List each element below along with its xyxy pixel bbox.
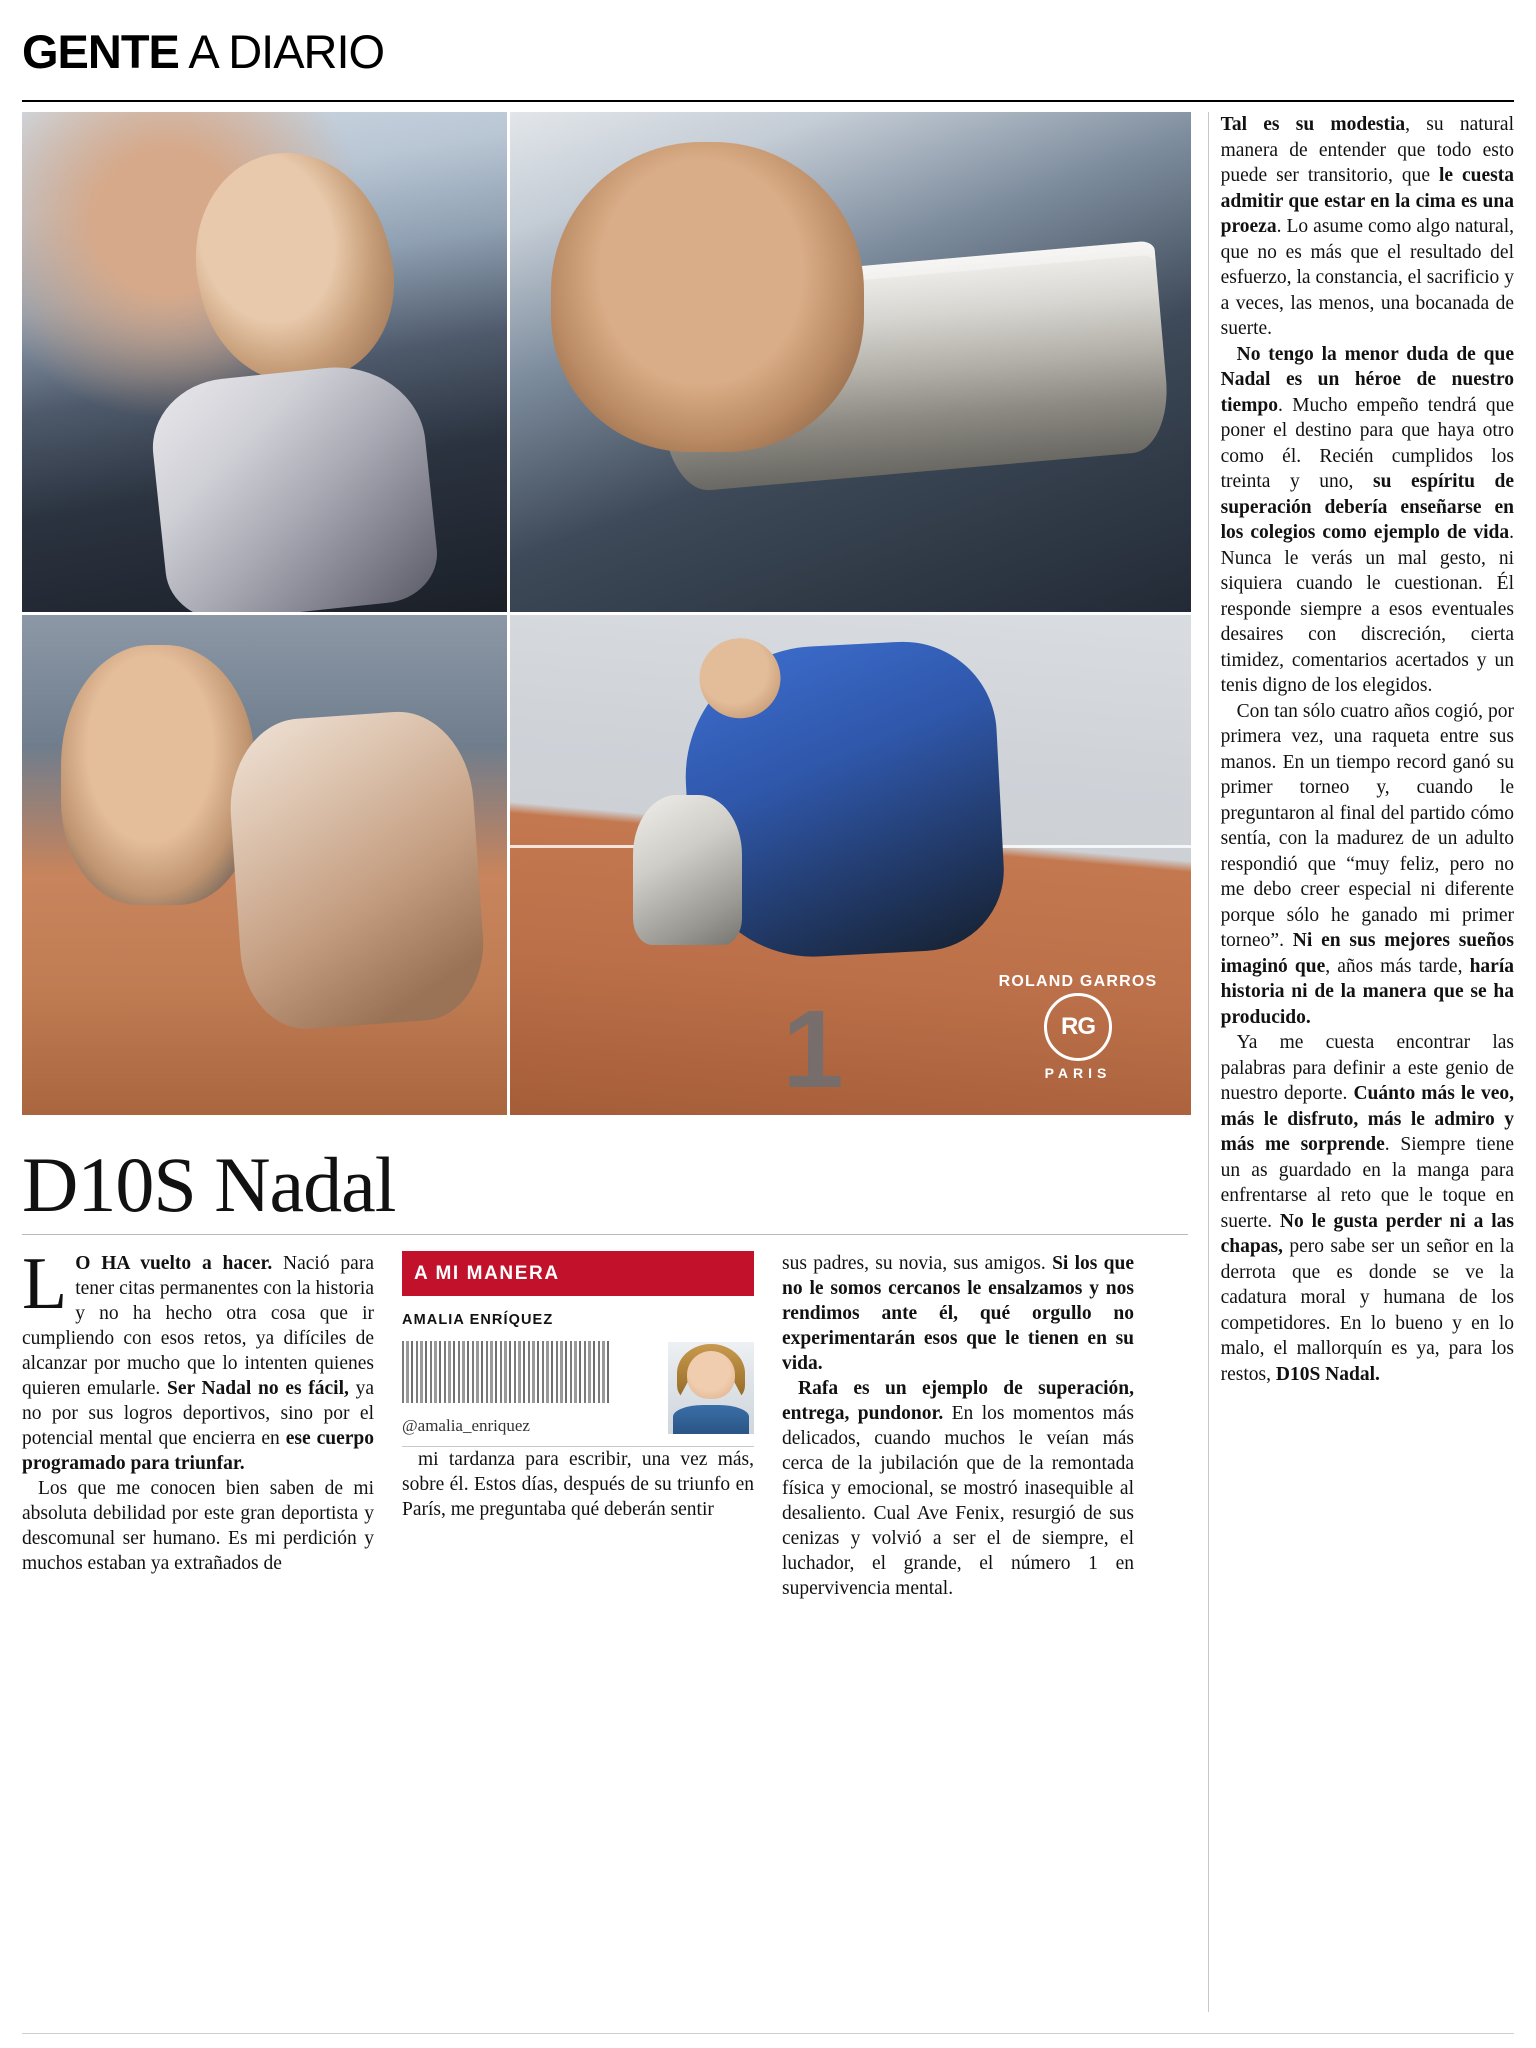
rail-text: . Nunca le verás un mal gesto, ni siquiera cuando le cuestionan. Él responde siempre a esos eventuales desaires con discreción, cierta timidez, comentarios acertados y un tenis digno de los elegidos. — [1220, 522, 1514, 696]
article-lede-bold: O HA vuelto a hacer. — [75, 1253, 273, 1274]
avatar-face — [687, 1351, 735, 1399]
article-bold-phrase: Rafa es un ejemplo de superación, entrega, pundonor. — [782, 1378, 1134, 1424]
trophy-shape — [633, 795, 742, 945]
masthead-title-bold: GENTE — [22, 25, 179, 78]
drop-cap: L — [22, 1243, 68, 1325]
article-paragraph: Los que me conocen bien saben de mi absoluta debilidad por este gran deportista y descomunal ser humano. Es mi perdición y muchos estaban ya extrañados de — [22, 1478, 374, 1574]
headline-rule — [22, 1234, 1188, 1235]
columnist-block — [402, 1308, 754, 1447]
article-column-3 — [782, 1251, 1134, 1601]
article-paragraph — [22, 1243, 374, 1476]
rail-bold-phrase: le cuesta admitir que estar en la cima es una proeza — [1220, 165, 1514, 237]
side-column-text — [1221, 112, 1514, 1387]
columnist-name: AMALIA ENRÍQUEZ — [402, 1312, 554, 1328]
masthead — [22, 0, 1514, 90]
side-column — [1208, 112, 1514, 2012]
column-label-a-mi-manera: A MI MANERA — [402, 1251, 754, 1296]
rail-bold-phrase: No le gusta perder ni a las chapas, — [1220, 1210, 1514, 1257]
article-column-2 — [402, 1251, 754, 1601]
rail-bold-phrase: haría historia ni de la manera que se ha producido. — [1220, 955, 1514, 1028]
rail-bold-phrase: su espíritu de superación debería enseñarse en los colegios como ejemplo de vida — [1220, 471, 1514, 543]
photo-nadal-seated-with-trophy — [22, 615, 507, 1115]
footer-rule — [22, 2033, 1514, 2034]
rail-bold-phrase: No tengo la menor duda de que Nadal es un héroe de nuestro tiempo — [1220, 343, 1514, 416]
rail-text: , su natural manera de entender que todo esto puede ser transitorio, que — [1220, 114, 1514, 186]
masthead-title-light: A DIARIO — [188, 25, 385, 78]
article-text: ya no por sus logros deportivos, sino por el potencial mental que encierra en — [22, 1378, 374, 1449]
rail-bold-phrase: Tal es su modestia — [1220, 114, 1406, 135]
rail-text: Ya me cuesta encontrar las palabras para definir a este genio de nuestro deporte. — [1220, 1032, 1514, 1104]
page-title: D10S Nadal — [22, 1141, 396, 1228]
signature-graphic — [402, 1341, 612, 1403]
rail-text: pero sabe ser un señor en la derrota que es donde se ve la cadatura moral y humana de los competidores. En lo bueno y en lo malo, el mallorquín es ya, para los restos, — [1220, 1236, 1514, 1385]
rail-bold-phrase: Cuánto más le veo, más le disfruto, más le admiro y más me sorprende — [1220, 1083, 1514, 1155]
page-content — [22, 112, 1514, 2012]
rail-text: . Lo asume como algo natural, que no es más que el resultado del esfuerzo, la constancia, el sacrificio y a veces, las menos, una bocanada de suerte. — [1220, 216, 1514, 339]
article-columns — [22, 1243, 1188, 1601]
roland-garros-logo — [983, 973, 1173, 1101]
article-bold-phrase: Si los que no le somos cercanos le ensalzamos y nos rendimos ante él, qué orgullo no experimentarán esos que le tienen en su vida. — [782, 1253, 1134, 1374]
rail-bold-phrase: D10S Nadal. — [1275, 1363, 1380, 1385]
rail-paragraph — [1221, 342, 1514, 699]
article-paragraph — [782, 1251, 1134, 1376]
photo-nadal-kissing-trophy — [510, 112, 1191, 612]
article-bold-phrase: ese cuerpo programado para triunfar. — [22, 1428, 374, 1474]
article-text: En los momentos más delicados, cuando muchos le veían más cerca de la jubilación que de la remontada física y emocional, se mostró inasequible al desaliento. Cual Ave Fenix, resurgió de sus cenizas y volvió a ser el de siempre, el luchador, el grande, el número 1 en supervivencia mental. — [782, 1403, 1134, 1599]
columnist-avatar — [668, 1342, 754, 1434]
main-column — [22, 112, 1192, 2012]
roland-garros-logo-city: PARIS — [1044, 1065, 1112, 1081]
rail-text: . Mucho empeño tendrá que poner el destino para que haya otro como él. Recién cumplidos los treinta y uno, — [1220, 394, 1514, 492]
article-column-1 — [22, 1243, 374, 1601]
rail-bold-phrase: Ni en sus mejores sueños imaginó que — [1220, 930, 1514, 977]
court-numeral: 1 — [782, 988, 844, 1111]
rail-paragraph — [1221, 699, 1514, 1031]
photo-nadal-hugging-trophy — [22, 112, 507, 612]
masthead-title — [22, 25, 1514, 78]
roland-garros-logo-monogram: RG — [1044, 993, 1112, 1061]
article-bold-phrase: Ser Nadal no es fácil, — [166, 1378, 349, 1399]
article-text: sus padres, su novia, sus amigos. — [782, 1253, 1053, 1274]
photo-nadal-on-clay-court — [510, 615, 1191, 1115]
article-text: Nació para tener citas permanentes con la historia y no ha hecho otra cosa que ir cumpliendo con esos retos, ya difíciles de alcanzar por mucho que lo intenten quienes quieren emularle. — [22, 1253, 374, 1399]
columnist-handle[interactable]: @amalia_enriquez — [402, 1416, 530, 1435]
rail-text: Con tan sólo cuatro años cogió, por primera vez, una raqueta entre sus manos. En un tiempo record ganó su primer torneo y, cuando le preguntaron al final del partido cómo sentía, con la madurez de un adulto respondió que “muy feliz, pero no me debo creer especial ni diferente porque sólo he ganado mi primer torneo”. — [1220, 700, 1514, 951]
rail-text: . Siempre tiene un as guardado en la manga para enfrentarse al reto que le toque en suerte. — [1220, 1134, 1514, 1232]
rail-paragraph — [1221, 1030, 1514, 1387]
article-paragraph: mi tardanza para escribir, una vez más, sobre él. Estos días, después de su triunfo en París, me preguntaba qué deberán sentir — [402, 1449, 754, 1520]
masthead-rule — [22, 100, 1514, 102]
article-paragraph — [782, 1376, 1134, 1601]
photo-mosaic — [22, 112, 1188, 1112]
roland-garros-logo-top: ROLAND GARROS — [998, 973, 1158, 990]
rail-text: , años más tarde, — [1325, 955, 1470, 977]
rail-paragraph — [1221, 112, 1514, 342]
avatar-shoulders — [673, 1405, 749, 1434]
